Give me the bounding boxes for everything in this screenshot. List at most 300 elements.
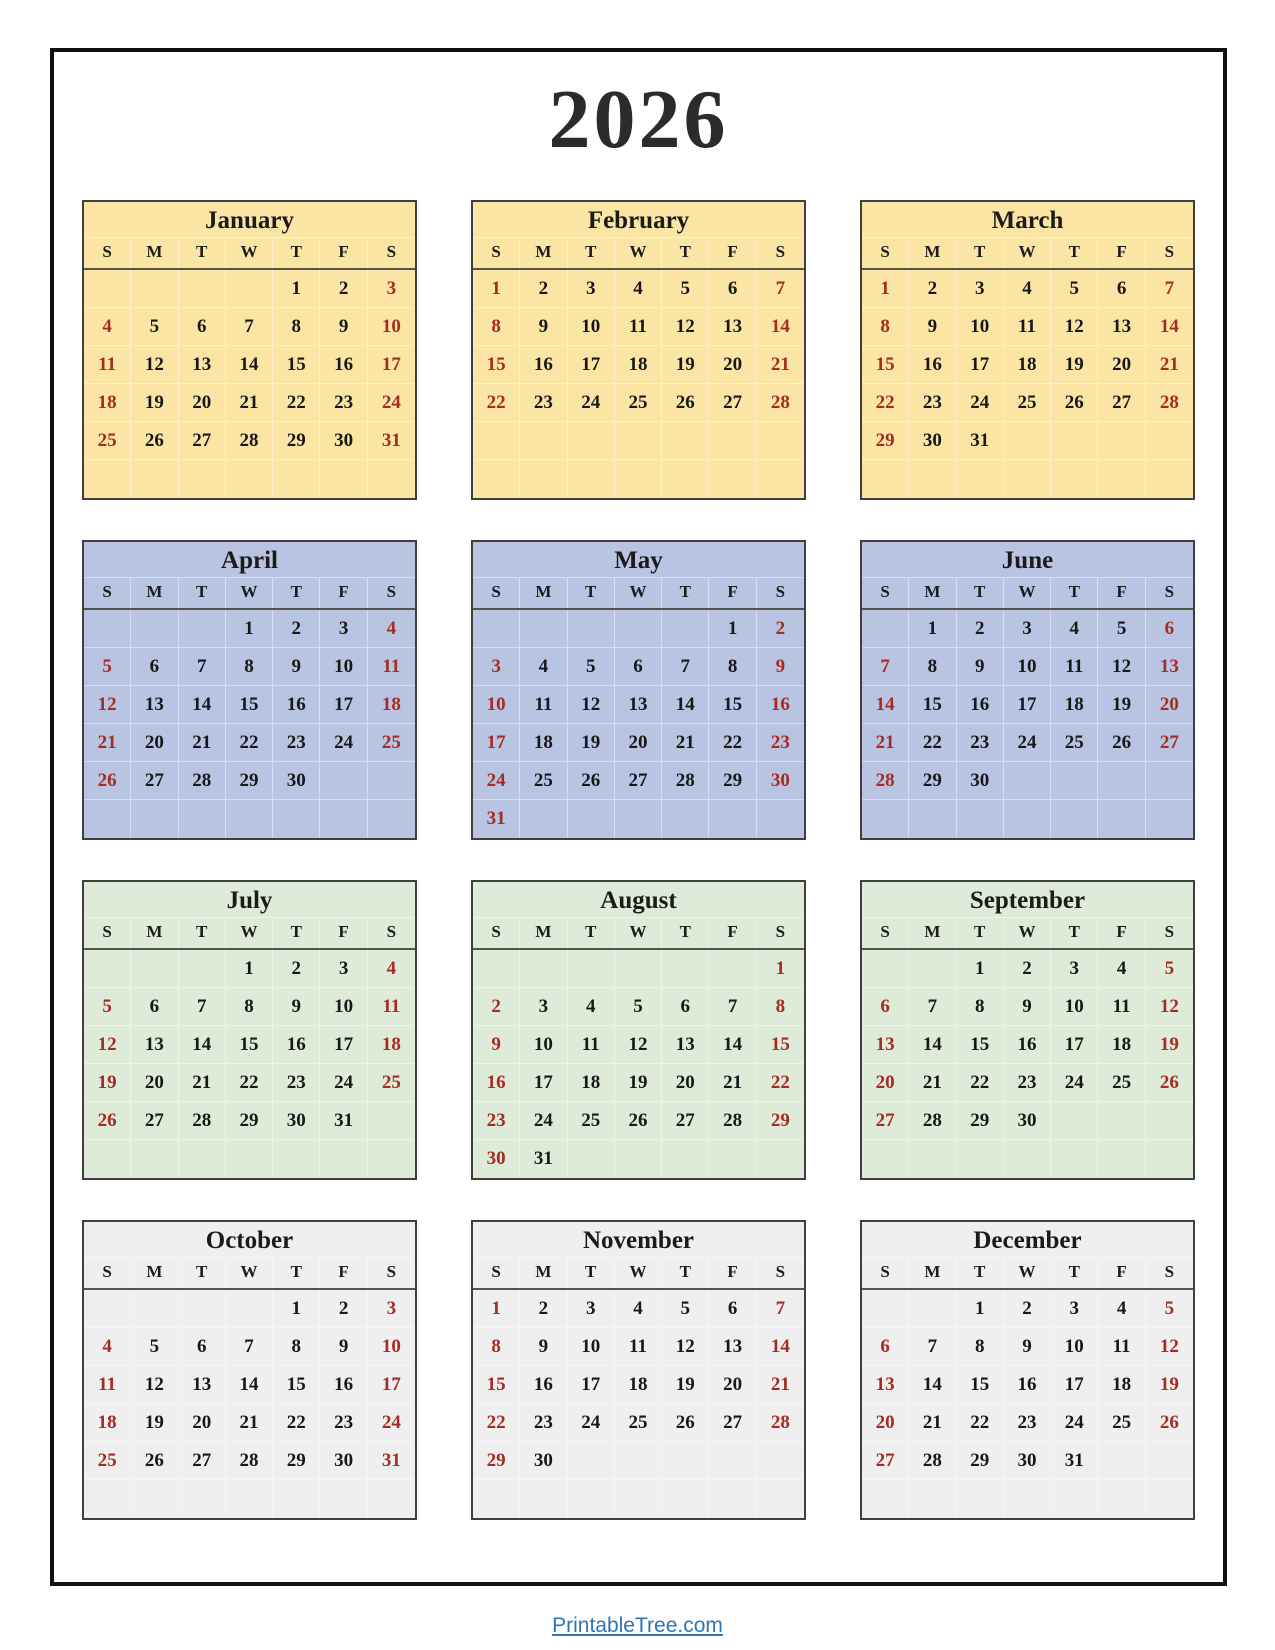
day-cell: 26 [84, 1102, 131, 1139]
day-cell: 13 [179, 1366, 226, 1403]
weekday-label: M [131, 1258, 178, 1288]
day-cell: 22 [957, 1064, 1004, 1101]
day-cell [709, 1140, 756, 1178]
day-cell [273, 800, 320, 838]
day-cell [568, 1140, 615, 1178]
day-cell: 10 [568, 308, 615, 345]
day-cell: 7 [662, 648, 709, 685]
week-row [862, 1290, 1193, 1328]
weekday-header-row [862, 1258, 1193, 1290]
day-cell: 17 [1051, 1366, 1098, 1403]
day-cell: 18 [1051, 686, 1098, 723]
day-cell: 8 [957, 988, 1004, 1025]
day-cell [662, 1442, 709, 1479]
day-cell [84, 270, 131, 307]
week-row [84, 384, 415, 422]
weekday-header-row [473, 578, 804, 610]
day-cell: 5 [1164, 957, 1175, 979]
week-row [84, 648, 415, 686]
day-cell: 29 [862, 422, 909, 459]
weekday-label: M [131, 578, 178, 608]
day-cell: 1 [273, 270, 320, 307]
week-row [862, 1064, 1193, 1102]
day-cell [862, 1290, 909, 1327]
day-cell [709, 422, 756, 459]
day-cell: 7 [775, 1297, 786, 1319]
day-cell: 16 [473, 1064, 520, 1101]
week-row [862, 1480, 1193, 1518]
day-cell [273, 1140, 320, 1178]
week-row [84, 1480, 415, 1518]
day-cell: 16 [273, 1026, 320, 1063]
month-card-march [860, 200, 1195, 500]
day-cell: 3 [1051, 950, 1098, 987]
weekday-label: M [909, 918, 956, 948]
day-cell: 27 [179, 422, 226, 459]
day-cell: 16 [520, 346, 567, 383]
week-row [473, 270, 804, 308]
weekday-label: F [1098, 578, 1145, 608]
day-cell: 31 [1051, 1442, 1098, 1479]
weekday-label: M [909, 1258, 956, 1288]
day-cell: 12 [615, 1026, 662, 1063]
day-cell: 12 [84, 686, 131, 723]
month-card-august [471, 880, 806, 1180]
month-name: April [84, 542, 415, 578]
day-cell: 6 [615, 648, 662, 685]
day-cell: 21 [770, 353, 790, 375]
day-cell: 13 [709, 308, 756, 345]
day-cell: 29 [473, 1442, 520, 1479]
day-cell: 11 [568, 1026, 615, 1063]
day-cell: 6 [131, 648, 178, 685]
weekday-header-row [862, 578, 1193, 610]
day-cell: 19 [662, 346, 709, 383]
week-row [862, 308, 1193, 346]
week-row [84, 1366, 415, 1404]
day-cell: 20 [709, 1366, 756, 1403]
day-cell: 2 [1004, 1290, 1051, 1327]
day-cell: 6 [179, 1328, 226, 1365]
weekday-label: S [386, 582, 397, 601]
weekday-label: T [568, 238, 615, 268]
day-cell: 9 [520, 1328, 567, 1365]
week-row [862, 610, 1193, 648]
weekday-label: F [1098, 1258, 1145, 1288]
day-cell: 13 [709, 1328, 756, 1365]
day-cell [1146, 1102, 1193, 1139]
weekday-label: W [615, 238, 662, 268]
day-cell: 19 [1051, 346, 1098, 383]
day-cell: 9 [520, 308, 567, 345]
day-cell: 24 [473, 762, 520, 799]
day-cell: 22 [226, 1064, 273, 1101]
week-row [862, 950, 1193, 988]
day-cell: 1 [862, 270, 909, 307]
day-cell: 15 [273, 346, 320, 383]
day-cell: 10 [381, 1335, 401, 1357]
weekday-header-row [473, 1258, 804, 1290]
day-cell [368, 1480, 415, 1518]
day-cell: 3 [1051, 1290, 1098, 1327]
day-cell: 10 [1004, 648, 1051, 685]
day-cell: 12 [662, 1328, 709, 1365]
day-cell: 1 [957, 950, 1004, 987]
day-cell: 29 [770, 1109, 790, 1131]
week-row [473, 460, 804, 498]
day-cell: 15 [473, 346, 520, 383]
day-cell [520, 460, 567, 498]
day-cell [1098, 1442, 1145, 1479]
day-cell: 21 [909, 1064, 956, 1101]
day-cell [131, 610, 178, 647]
day-cell: 28 [770, 1411, 790, 1433]
weekday-label: S [775, 242, 786, 261]
day-cell: 2 [320, 270, 367, 307]
day-cell [957, 800, 1004, 838]
day-cell [662, 800, 709, 838]
day-cell [1098, 1480, 1145, 1518]
day-cell: 29 [273, 422, 320, 459]
week-row [862, 800, 1193, 838]
day-cell: 18 [568, 1064, 615, 1101]
day-cell [757, 800, 804, 838]
day-cell [131, 1480, 178, 1518]
day-cell: 17 [520, 1064, 567, 1101]
day-cell [320, 1480, 367, 1518]
day-cell [520, 800, 567, 838]
day-cell: 16 [957, 686, 1004, 723]
day-cell: 14 [909, 1026, 956, 1063]
day-cell: 9 [320, 308, 367, 345]
day-cell [1098, 422, 1145, 459]
day-cell: 8 [226, 988, 273, 1025]
day-cell: 24 [381, 1411, 401, 1433]
weekday-label: T [957, 918, 1004, 948]
weekday-label: F [320, 1258, 367, 1288]
day-cell: 22 [709, 724, 756, 761]
day-cell: 9 [957, 648, 1004, 685]
month-name: December [862, 1222, 1193, 1258]
day-cell [520, 422, 567, 459]
week-row [84, 950, 415, 988]
day-cell [662, 422, 709, 459]
day-cell [615, 800, 662, 838]
day-cell: 26 [615, 1102, 662, 1139]
day-cell: 27 [1159, 731, 1179, 753]
day-cell: 21 [662, 724, 709, 761]
day-cell [368, 460, 415, 498]
day-cell [179, 950, 226, 987]
day-cell: 2 [957, 610, 1004, 647]
day-cell: 25 [615, 384, 662, 421]
weekday-label: S [84, 1258, 131, 1288]
day-cell: 25 [520, 762, 567, 799]
day-cell [179, 1480, 226, 1518]
day-cell: 4 [1098, 1290, 1145, 1327]
day-cell: 6 [131, 988, 178, 1025]
day-cell [1004, 422, 1051, 459]
weekday-label: T [273, 238, 320, 268]
weekday-label: S [862, 578, 909, 608]
day-cell [226, 1290, 273, 1327]
weekday-label: M [520, 238, 567, 268]
day-cell: 19 [662, 1366, 709, 1403]
day-cell [662, 950, 709, 987]
day-cell: 23 [520, 384, 567, 421]
day-cell: 7 [226, 1328, 273, 1365]
month-card-november [471, 1220, 806, 1520]
day-cell [862, 1480, 909, 1518]
day-cell: 30 [320, 1442, 367, 1479]
month-name: March [862, 202, 1193, 238]
day-cell: 5 [1051, 270, 1098, 307]
week-row [473, 1404, 804, 1442]
day-cell [862, 800, 909, 838]
week-row [84, 1404, 415, 1442]
day-cell: 25 [381, 731, 401, 753]
day-cell: 27 [662, 1102, 709, 1139]
day-cell: 10 [957, 308, 1004, 345]
day-cell [473, 460, 520, 498]
day-cell: 20 [615, 724, 662, 761]
week-row [862, 762, 1193, 800]
month-card-january [82, 200, 417, 500]
day-cell [131, 800, 178, 838]
day-cell: 7 [909, 988, 956, 1025]
weekday-label: T [662, 918, 709, 948]
day-cell [320, 460, 367, 498]
weekday-label: T [1051, 918, 1098, 948]
month-card-february [471, 200, 806, 500]
day-cell [862, 950, 909, 987]
day-cell: 16 [320, 1366, 367, 1403]
day-cell: 23 [909, 384, 956, 421]
day-cell [1051, 460, 1098, 498]
day-cell: 28 [179, 1102, 226, 1139]
day-cell: 24 [320, 724, 367, 761]
day-cell: 15 [473, 1366, 520, 1403]
day-cell: 7 [1164, 277, 1175, 299]
day-cell: 27 [1098, 384, 1145, 421]
day-cell: 25 [1004, 384, 1051, 421]
day-cell [84, 800, 131, 838]
month-card-october [82, 1220, 417, 1520]
week-row [862, 1366, 1193, 1404]
day-cell: 9 [1004, 1328, 1051, 1365]
day-cell [226, 800, 273, 838]
day-cell: 5 [131, 1328, 178, 1365]
week-row [84, 346, 415, 384]
day-cell [1004, 800, 1051, 838]
week-row [862, 346, 1193, 384]
week-row [862, 1102, 1193, 1140]
week-row [862, 422, 1193, 460]
weekday-label: S [84, 238, 131, 268]
day-cell: 7 [179, 648, 226, 685]
day-cell [320, 800, 367, 838]
day-cell: 27 [862, 1102, 909, 1139]
week-row [84, 460, 415, 498]
day-cell [1146, 800, 1193, 838]
day-cell [226, 1140, 273, 1178]
day-cell: 28 [770, 391, 790, 413]
month-name: January [84, 202, 415, 238]
day-cell: 5 [568, 648, 615, 685]
day-cell: 15 [273, 1366, 320, 1403]
day-cell: 30 [1004, 1102, 1051, 1139]
day-cell: 26 [1051, 384, 1098, 421]
day-cell [615, 1442, 662, 1479]
day-cell: 16 [1004, 1026, 1051, 1063]
week-row [473, 1102, 804, 1140]
day-cell [709, 1442, 756, 1479]
footer-link[interactable]: PrintableTree.com [552, 1614, 723, 1637]
day-cell [84, 950, 131, 987]
day-cell: 6 [662, 988, 709, 1025]
day-cell [862, 1140, 909, 1178]
day-cell: 30 [273, 762, 320, 799]
day-cell: 12 [568, 686, 615, 723]
day-cell: 19 [1159, 1033, 1179, 1055]
day-cell [179, 800, 226, 838]
day-cell [1098, 762, 1145, 799]
day-cell: 7 [909, 1328, 956, 1365]
week-row [473, 610, 804, 648]
day-cell: 2 [273, 610, 320, 647]
month-weeks [862, 950, 1193, 1178]
weekday-label: T [957, 578, 1004, 608]
day-cell: 4 [568, 988, 615, 1025]
month-card-july [82, 880, 417, 1180]
month-weeks [473, 1290, 804, 1518]
week-row [84, 1064, 415, 1102]
day-cell [473, 950, 520, 987]
day-cell: 24 [568, 1404, 615, 1441]
day-cell: 29 [226, 1102, 273, 1139]
week-row [862, 384, 1193, 422]
weekday-label: T [662, 238, 709, 268]
day-cell: 29 [709, 762, 756, 799]
day-cell: 20 [179, 1404, 226, 1441]
day-cell [273, 1480, 320, 1518]
weekday-label: S [473, 918, 520, 948]
day-cell: 22 [770, 1071, 790, 1093]
day-cell: 23 [320, 384, 367, 421]
day-cell: 27 [131, 762, 178, 799]
weekday-label: T [273, 578, 320, 608]
day-cell: 22 [862, 384, 909, 421]
day-cell: 13 [862, 1026, 909, 1063]
day-cell: 18 [381, 1033, 401, 1055]
day-cell: 29 [226, 762, 273, 799]
day-cell: 23 [957, 724, 1004, 761]
day-cell: 26 [568, 762, 615, 799]
day-cell [1146, 762, 1193, 799]
day-cell [84, 1140, 131, 1178]
day-cell: 19 [615, 1064, 662, 1101]
week-row [862, 1026, 1193, 1064]
day-cell: 14 [662, 686, 709, 723]
day-cell: 22 [473, 384, 520, 421]
day-cell: 14 [1159, 315, 1179, 337]
day-cell: 28 [226, 422, 273, 459]
day-cell: 7 [709, 988, 756, 1025]
day-cell: 10 [568, 1328, 615, 1365]
day-cell: 26 [662, 384, 709, 421]
weekday-label: M [909, 578, 956, 608]
weekday-label: S [862, 1258, 909, 1288]
day-cell: 20 [862, 1064, 909, 1101]
day-cell: 17 [568, 1366, 615, 1403]
week-row [862, 988, 1193, 1026]
day-cell [84, 1290, 131, 1327]
day-cell [226, 1480, 273, 1518]
day-cell: 20 [1159, 693, 1179, 715]
weekday-label: S [386, 242, 397, 261]
day-cell: 2 [909, 270, 956, 307]
weekday-label: S [1164, 922, 1175, 941]
day-cell [1004, 1480, 1051, 1518]
day-cell: 23 [320, 1404, 367, 1441]
day-cell [1051, 800, 1098, 838]
day-cell: 17 [320, 1026, 367, 1063]
day-cell: 9 [320, 1328, 367, 1365]
day-cell: 7 [862, 648, 909, 685]
day-cell: 9 [775, 655, 786, 677]
weekday-label: T [957, 1258, 1004, 1288]
day-cell: 16 [273, 686, 320, 723]
day-cell: 31 [381, 429, 401, 451]
week-row [84, 724, 415, 762]
day-cell: 22 [957, 1404, 1004, 1441]
month-weeks [473, 270, 804, 498]
day-cell: 20 [179, 384, 226, 421]
day-cell: 22 [273, 384, 320, 421]
day-cell: 21 [226, 1404, 273, 1441]
day-cell: 20 [131, 724, 178, 761]
day-cell [709, 950, 756, 987]
day-cell: 2 [273, 950, 320, 987]
day-cell: 26 [131, 422, 178, 459]
weekday-label: S [862, 238, 909, 268]
weekday-header-row [84, 578, 415, 610]
day-cell: 21 [1159, 353, 1179, 375]
day-cell: 16 [1004, 1366, 1051, 1403]
day-cell: 28 [1159, 391, 1179, 413]
day-cell [179, 1290, 226, 1327]
day-cell: 18 [520, 724, 567, 761]
day-cell: 20 [1098, 346, 1145, 383]
day-cell [862, 610, 909, 647]
day-cell: 30 [273, 1102, 320, 1139]
day-cell: 6 [862, 988, 909, 1025]
day-cell: 18 [84, 384, 131, 421]
month-weeks [473, 950, 804, 1178]
week-row [473, 1290, 804, 1328]
day-cell: 10 [473, 686, 520, 723]
day-cell [957, 460, 1004, 498]
day-cell: 25 [84, 422, 131, 459]
day-cell: 21 [179, 724, 226, 761]
day-cell: 8 [226, 648, 273, 685]
weekday-label: T [662, 1258, 709, 1288]
weekday-label: T [179, 238, 226, 268]
day-cell: 17 [320, 686, 367, 723]
day-cell: 11 [84, 346, 131, 383]
day-cell [473, 1480, 520, 1518]
day-cell: 26 [662, 1404, 709, 1441]
